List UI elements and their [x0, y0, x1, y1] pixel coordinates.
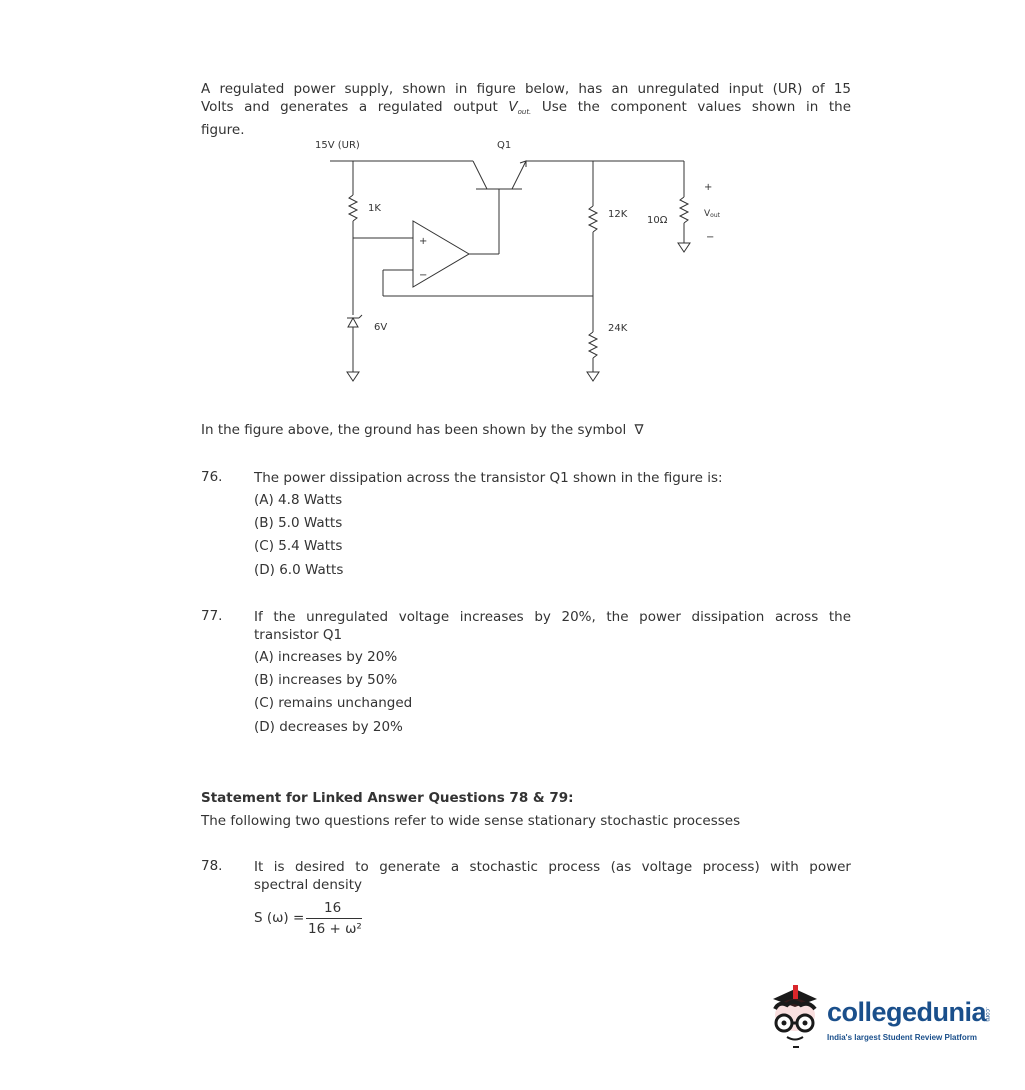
linked-text: The following two questions refer to wide sense stationary stochastic processes — [201, 813, 741, 829]
vout-plus-label: + — [704, 182, 713, 193]
question-76-text: The power dissipation across the transistor Q1 shown in the figure is: — [254, 470, 723, 486]
mascot-icon — [765, 985, 825, 1055]
vout-label: Vout — [704, 209, 720, 219]
transistor-label: Q1 — [497, 140, 512, 151]
question-76-option-a: (A) 4.8 Watts — [254, 492, 343, 508]
question-77-option-d: (D) decreases by 20% — [254, 719, 403, 735]
logo-suffix: .com — [984, 1007, 991, 1022]
question-76-option-b: (B) 5.0 Watts — [254, 515, 343, 531]
zener-label: 6V — [374, 322, 388, 333]
circuit-diagram — [300, 132, 740, 392]
formula-lhs: S (ω) = — [254, 910, 305, 926]
vout-minus-label: − — [706, 232, 715, 243]
formula-numerator: 16 — [324, 900, 342, 916]
intro-line-2: Volts and generates a regulated output $V_{out.}$ Use the component values shown in the — [201, 99, 851, 116]
intro-line-3: figure. — [201, 122, 245, 138]
ground-symbol-icon: ∇ — [634, 422, 644, 438]
psd-formula — [254, 900, 384, 940]
fraction-bar — [306, 918, 362, 919]
intro-paragraph — [201, 80, 851, 139]
resistor-1k-label: 1K — [368, 203, 381, 214]
input-voltage-label: 15V (UR) — [315, 140, 360, 151]
question-76-option-c: (C) 5.4 Watts — [254, 538, 343, 554]
ground-note: In the figure above, the ground has been shown by the symbol ∇ — [201, 422, 644, 438]
collegedunia-logo — [765, 985, 995, 1055]
question-78-text: It is desired to generate a stochastic process (as voltage process) with power spectral density — [254, 859, 851, 893]
resistor-24k-label: 24K — [608, 323, 628, 334]
question-77-number: 77. — [201, 608, 223, 624]
logo-tagline: India's largest Student Review Platform — [827, 1033, 977, 1042]
opamp-plus-label: + — [419, 236, 428, 247]
intro-line-1: A regulated power supply, shown in figure below, has an unregulated input (UR) of 15 — [201, 81, 851, 97]
opamp-minus-label: − — [419, 270, 428, 281]
question-77-option-a: (A) increases by 20% — [254, 649, 398, 665]
question-76-option-d: (D) 6.0 Watts — [254, 562, 344, 578]
question-76-number: 76. — [201, 469, 223, 485]
resistor-12k-label: 12K — [608, 209, 628, 220]
question-78-number: 78. — [201, 858, 223, 874]
formula-denominator: 16 + ω² — [308, 921, 362, 937]
logo-wordmark: collegedunia — [827, 997, 987, 1027]
load-resistor-label: 10Ω — [647, 215, 668, 226]
question-77-text: If the unregulated voltage increases by 20%, the power dissipation across the transistor Q1 — [254, 609, 851, 643]
linked-heading: Statement for Linked Answer Questions 78 & 79: — [201, 790, 574, 806]
question-77-option-c: (C) remains unchanged — [254, 695, 413, 711]
question-77-option-b: (B) increases by 50% — [254, 672, 398, 688]
